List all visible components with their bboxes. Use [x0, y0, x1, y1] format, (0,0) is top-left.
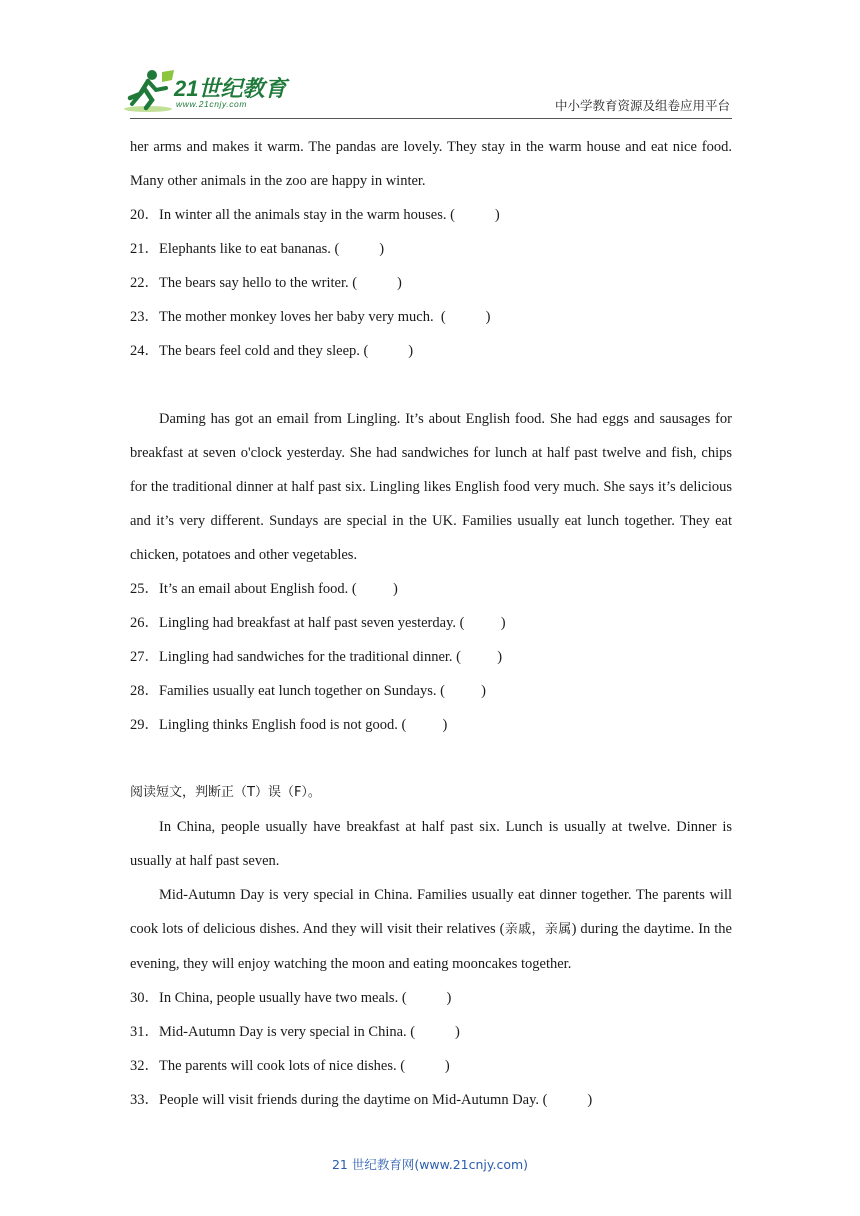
- logo-text: 21世纪教育: [174, 76, 287, 101]
- question-22: 22．The bears say hello to the writer. ( ): [130, 275, 402, 291]
- section3-para1: In China, people usually have breakfast at half past six. Lunch is usually at twelve. Dinner is usually at half past seven.: [130, 819, 732, 869]
- header-divider: [130, 118, 732, 119]
- page-footer[interactable]: 21 世纪教育网(www.21cnjy.com): [331, 1157, 529, 1172]
- question-33: 33．People will visit friends during the daytime on Mid-Autumn Day. ( ): [130, 1092, 593, 1108]
- question-21: 21．Elephants like to eat bananas. ( ): [130, 241, 385, 257]
- question-27: 27．Lingling had sandwiches for the traditional dinner. ( ): [130, 649, 503, 665]
- running-figure-icon: [122, 68, 182, 116]
- page-header: [0, 0, 860, 130]
- question-30: 30．In China, people usually have two meals. ( ): [130, 990, 452, 1006]
- question-23: 23．The mother monkey loves her baby very much. ( ): [130, 309, 491, 325]
- section3-para2-before: Mid-Autumn Day is very special in China. Families usually eat dinner together. The parents will cook lots of delicious dishes. And they will visit their relatives (: [130, 887, 732, 937]
- section3-instruction: 阅读短文，判断正（T）误（F）。: [130, 785, 321, 800]
- question-26: 26．Lingling had breakfast at half past seven yesterday. ( ): [130, 615, 506, 631]
- logo-url: www.21cnjy.com: [176, 99, 248, 109]
- question-32: 32．The parents will cook lots of nice dishes. ( ): [130, 1058, 450, 1074]
- question-20: 20．In winter all the animals stay in the warm houses. ( ): [130, 207, 500, 223]
- question-25: 25．It’s an email about English food. ( ): [130, 581, 398, 597]
- section3-para2-cn: 亲戚，亲属: [504, 922, 572, 937]
- question-31: 31．Mid-Autumn Day is very special in China. ( ): [130, 1024, 460, 1040]
- spacer: [130, 368, 732, 402]
- header-platform-text: 中小学教育资源及组卷应用平台: [554, 98, 730, 113]
- section3-para2-after: ) during the daytime. In the evening, they will enjoy watching the moon and eating mooncakes together.: [130, 921, 732, 972]
- logo: [122, 68, 292, 116]
- document-body: [130, 130, 732, 1117]
- question-28: 28．Families usually eat lunch together on Sundays. ( ): [130, 683, 487, 699]
- passage1-continuation: her arms and makes it warm. The pandas are lovely. They stay in the warm house and eat nice food. Many other animals in the zoo are happy in winter.: [130, 139, 732, 189]
- passage2-text: Daming has got an email from Lingling. It’s about English food. She had eggs and sausages for breakfast at seven o'clock yesterday. She had sandwiches for lunch at half past twelve and fish, chips for the traditional dinner at half past six. Lingling likes English food very much. She says it’s delicious and it’s very different. Sundays are special in the UK. Families usually eat lunch together. They eat chicken, potatoes and other vegetables.: [130, 411, 732, 563]
- question-24: 24．The bears feel cold and they sleep. ( ): [130, 343, 414, 359]
- spacer: [130, 742, 732, 776]
- section3-para2: [130, 878, 732, 981]
- question-29: 29．Lingling thinks English food is not good. ( ): [130, 717, 448, 733]
